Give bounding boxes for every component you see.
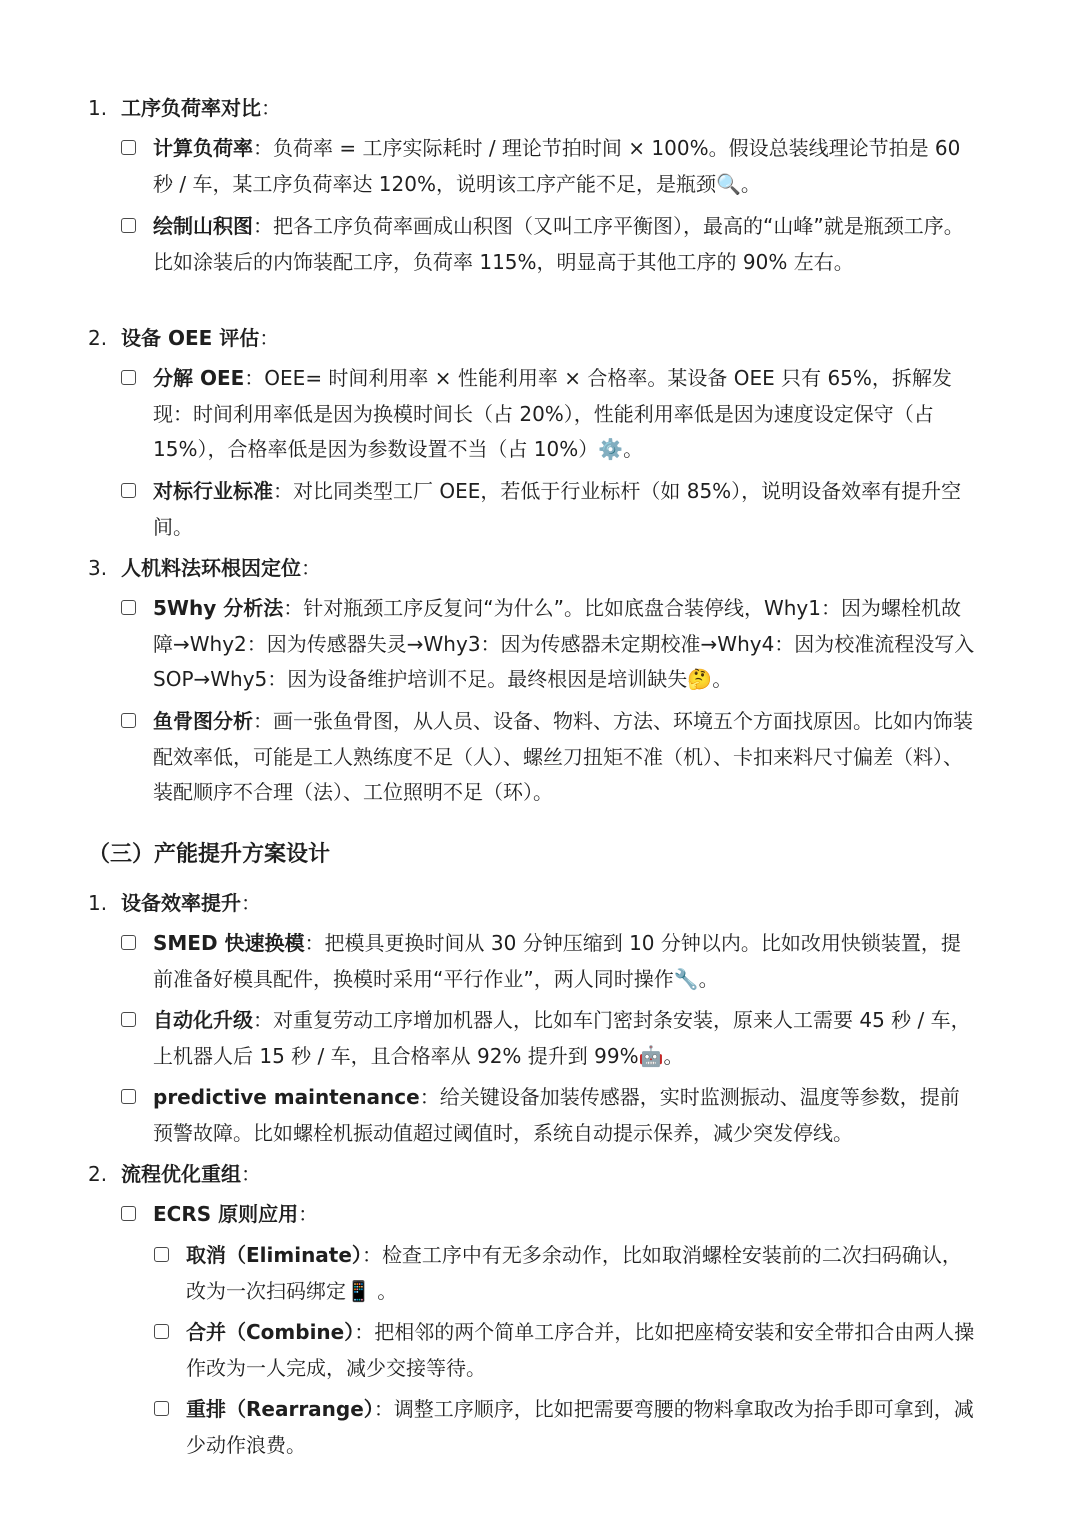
task-item-predictive-maintenance: predictive maintenance：给关键设备加装传感器，实时监测振动、温度等参数，提前预警故障。比如螺栓机振动值超过阈值时，系统自动提示保养，减少突发停线。: [153, 1080, 978, 1151]
task-checkbox[interactable]: [121, 1012, 136, 1027]
task-item-mountain-chart: 绘制山积图：把各工序负荷率画成山积图（又叫工序平衡图），最高的“山峰”就是瓶颈工序。比如涂装后的内饰装配工序，负荷率 115%，明显高于其他工序的 90% 左右。: [153, 209, 978, 280]
task-label: 对标行业标准: [153, 479, 273, 503]
item-heading: 流程优化重组: [121, 1162, 241, 1186]
task-text: 对比同类型工厂 OEE，若低于行业标杆（如 85%），说明设备效率有提升空间。: [153, 479, 962, 539]
task-checkbox[interactable]: [154, 1324, 169, 1339]
task-item-automation: 自动化升级：对重复劳动工序增加机器人，比如车门密封条安装，原来人工需要 45 秒 / 车，上机器人后 15 秒 / 车，且合格率从 92% 提升到 99%🤖。: [153, 1003, 978, 1074]
gear-icon: ⚙️: [598, 437, 624, 461]
item-heading: 设备效率提升: [121, 891, 241, 915]
task-text: 对重复劳动工序增加机器人，比如车门密封条安装，原来人工需要 45 秒 / 车，上机器人后 15 秒 / 车，且合格率从 92% 提升到 99%: [153, 1008, 971, 1068]
task-checkbox[interactable]: [121, 140, 136, 155]
task-item-calc-load-rate: 计算负荷率：负荷率 = 工序实际耗时 / 理论节拍时间 × 100%。假设总装线理论节拍是 60 秒 / 车，某工序负荷率达 120%，说明该工序产能不足，是瓶颈🔍。: [153, 131, 978, 202]
task-label: ECRS 原则应用: [153, 1202, 299, 1226]
task-label: 5Why 分析法: [153, 596, 284, 620]
task-label: 绘制山积图: [153, 214, 253, 238]
task-item-smed: SMED 快速换模：把模具更换时间从 30 分钟压缩到 10 分钟以内。比如改用快锁装置，提前准备好模具配件，换模时采用“平行作业”，两人同时操作🔧。: [153, 926, 978, 997]
task-checkbox[interactable]: [154, 1401, 169, 1416]
task-label: predictive maintenance: [153, 1085, 420, 1109]
task-label: 取消（Eliminate）: [186, 1243, 362, 1267]
task-item-5why: 5Why 分析法：针对瓶颈工序反复问“为什么”。比如底盘合装停线，Why1：因为螺栓机故障→Why2：因为传感器失灵→Why3：因为传感器未定期校准→Why4：因为校准流程没写入 SOP→Why5：因为设备维护培训不足。最终根因是培训缺失🤔。: [153, 591, 978, 698]
task-checkbox[interactable]: [121, 1206, 136, 1221]
task-item-rearrange: 重排（Rearrange）：调整工序顺序，比如把需要弯腰的物料拿取改为抬手即可拿到，减少动作浪费。: [186, 1392, 978, 1463]
task-label: 鱼骨图分析: [153, 709, 253, 733]
task-item-fishbone: 鱼骨图分析：画一张鱼骨图，从人员、设备、物料、方法、环境五个方面找原因。比如内饰装配效率低，可能是工人熟练度不足（人）、螺丝刀扭矩不准（机）、卡扣来料尺寸偏差（料）、装配顺序不合理（法）、工位照明不足（环）。: [153, 704, 978, 811]
numbered-item-oee: 2. 设备 OEE 评估：: [88, 320, 279, 356]
task-label: 合并（Combine）: [186, 1320, 355, 1344]
task-item-benchmark: 对标行业标准：对比同类型工厂 OEE，若低于行业标杆（如 85%），说明设备效率有提升空间。: [153, 474, 978, 545]
task-checkbox[interactable]: [121, 218, 136, 233]
task-text: 调整工序顺序，比如把需要弯腰的物料拿取改为抬手即可拿到，减少动作浪费。: [186, 1397, 974, 1457]
task-text: 负荷率 = 工序实际耗时 / 理论节拍时间 × 100%。假设总装线理论节拍是 60 秒 / 车，某工序负荷率达 120%，说明该工序产能不足，是瓶颈: [153, 136, 961, 196]
task-item-combine: 合并（Combine）：把相邻的两个简单工序合并，比如把座椅安装和安全带扣合由两人操作改为一人完成，减少交接等待。: [186, 1315, 978, 1386]
wrench-icon: 🔧: [673, 966, 699, 991]
task-item-eliminate: 取消（Eliminate）：检查工序中有无多余动作，比如取消螺栓安装前的二次扫码确认，改为一次扫码绑定📱 。: [186, 1238, 978, 1309]
robot-icon: 🤖: [638, 1043, 664, 1068]
task-label: 重排（Rearrange）: [186, 1397, 374, 1421]
item-number: 1.: [88, 891, 108, 915]
task-label: 计算负荷率: [153, 136, 253, 160]
numbered-item-process-optimization: 2. 流程优化重组：: [88, 1156, 261, 1192]
section-title: （三）产能提升方案设计: [88, 842, 331, 867]
task-text: 针对瓶颈工序反复问“为什么”。比如底盘合装停线，Why1：因为螺栓机故障→Why2：因为传感器失灵→Why3：因为传感器未定期校准→Why4：因为校准流程没写入 SOP→Why5：因为设备维护培训不足。最终根因是培训缺失: [153, 596, 975, 691]
task-checkbox[interactable]: [121, 370, 136, 385]
task-label: 分解 OEE: [153, 366, 245, 390]
item-number: 1.: [88, 96, 108, 120]
item-number: 2.: [88, 326, 108, 350]
magnifier-icon: 🔍: [716, 171, 741, 196]
item-heading: 工序负荷率对比: [121, 96, 261, 120]
numbered-item-root-cause: 3. 人机料法环根因定位：: [88, 550, 321, 586]
task-checkbox[interactable]: [121, 1089, 136, 1104]
mobile-phone-icon: 📱: [346, 1278, 371, 1303]
item-number: 2.: [88, 1162, 108, 1186]
task-checkbox[interactable]: [121, 713, 136, 728]
task-checkbox[interactable]: [121, 483, 136, 498]
task-checkbox[interactable]: [154, 1247, 169, 1262]
task-text: 给关键设备加装传感器，实时监测振动、温度等参数，提前预警故障。比如螺栓机振动值超过阈值时，系统自动提示保养，减少突发停线。: [153, 1085, 960, 1145]
task-label: 自动化升级: [153, 1008, 253, 1032]
task-label: SMED 快速换模: [153, 931, 305, 955]
thinking-face-icon: 🤔: [687, 667, 713, 691]
task-text: 把模具更换时间从 30 分钟压缩到 10 分钟以内。比如改用快锁装置，提前准备好模具配件，换模时采用“平行作业”，两人同时操作: [153, 931, 961, 991]
numbered-item-equipment-efficiency: 1. 设备效率提升：: [88, 885, 261, 921]
item-heading: 人机料法环根因定位: [121, 556, 301, 580]
numbered-item-load-rate: 1. 工序负荷率对比：: [88, 90, 281, 126]
task-item-ecrs: ECRS 原则应用：: [153, 1197, 978, 1233]
task-text: 把各工序负荷率画成山积图（又叫工序平衡图），最高的“山峰”就是瓶颈工序。比如涂装后的内饰装配工序，负荷率 115%，明显高于其他工序的 90% 左右。: [153, 214, 964, 274]
task-checkbox[interactable]: [121, 935, 136, 950]
task-checkbox[interactable]: [121, 600, 136, 615]
task-text: OEE= 时间利用率 × 性能利用率 × 合格率。某设备 OEE 只有 65%，拆解发现：时间利用率低是因为换模时间长（占 20%），性能利用率低是因为速度设定保守（占 15%），合格率低是因为参数设置不当（占 10%）: [153, 366, 952, 461]
task-text: 把相邻的两个简单工序合并，比如把座椅安装和安全带扣合由两人操作改为一人完成，减少交接等待。: [186, 1320, 975, 1380]
task-item-decompose-oee: 分解 OEE：OEE= 时间利用率 × 性能利用率 × 合格率。某设备 OEE 只有 65%，拆解发现：时间利用率低是因为换模时间长（占 20%），性能利用率低是因为速度设定保守（占 15%），合格率低是因为参数设置不当（占 10%）⚙️。: [153, 361, 978, 468]
item-number: 3.: [88, 556, 108, 580]
task-text: 检查工序中有无多余动作，比如取消螺栓安装前的二次扫码确认，改为一次扫码绑定: [186, 1243, 962, 1303]
task-text: 画一张鱼骨图，从人员、设备、物料、方法、环境五个方面找原因。比如内饰装配效率低，可能是工人熟练度不足（人）、螺丝刀扭矩不准（机）、卡扣来料尺寸偏差（料）、装配顺序不合理（法）、工位照明不足（环）。: [153, 709, 973, 804]
item-heading: 设备 OEE 评估: [121, 326, 260, 350]
